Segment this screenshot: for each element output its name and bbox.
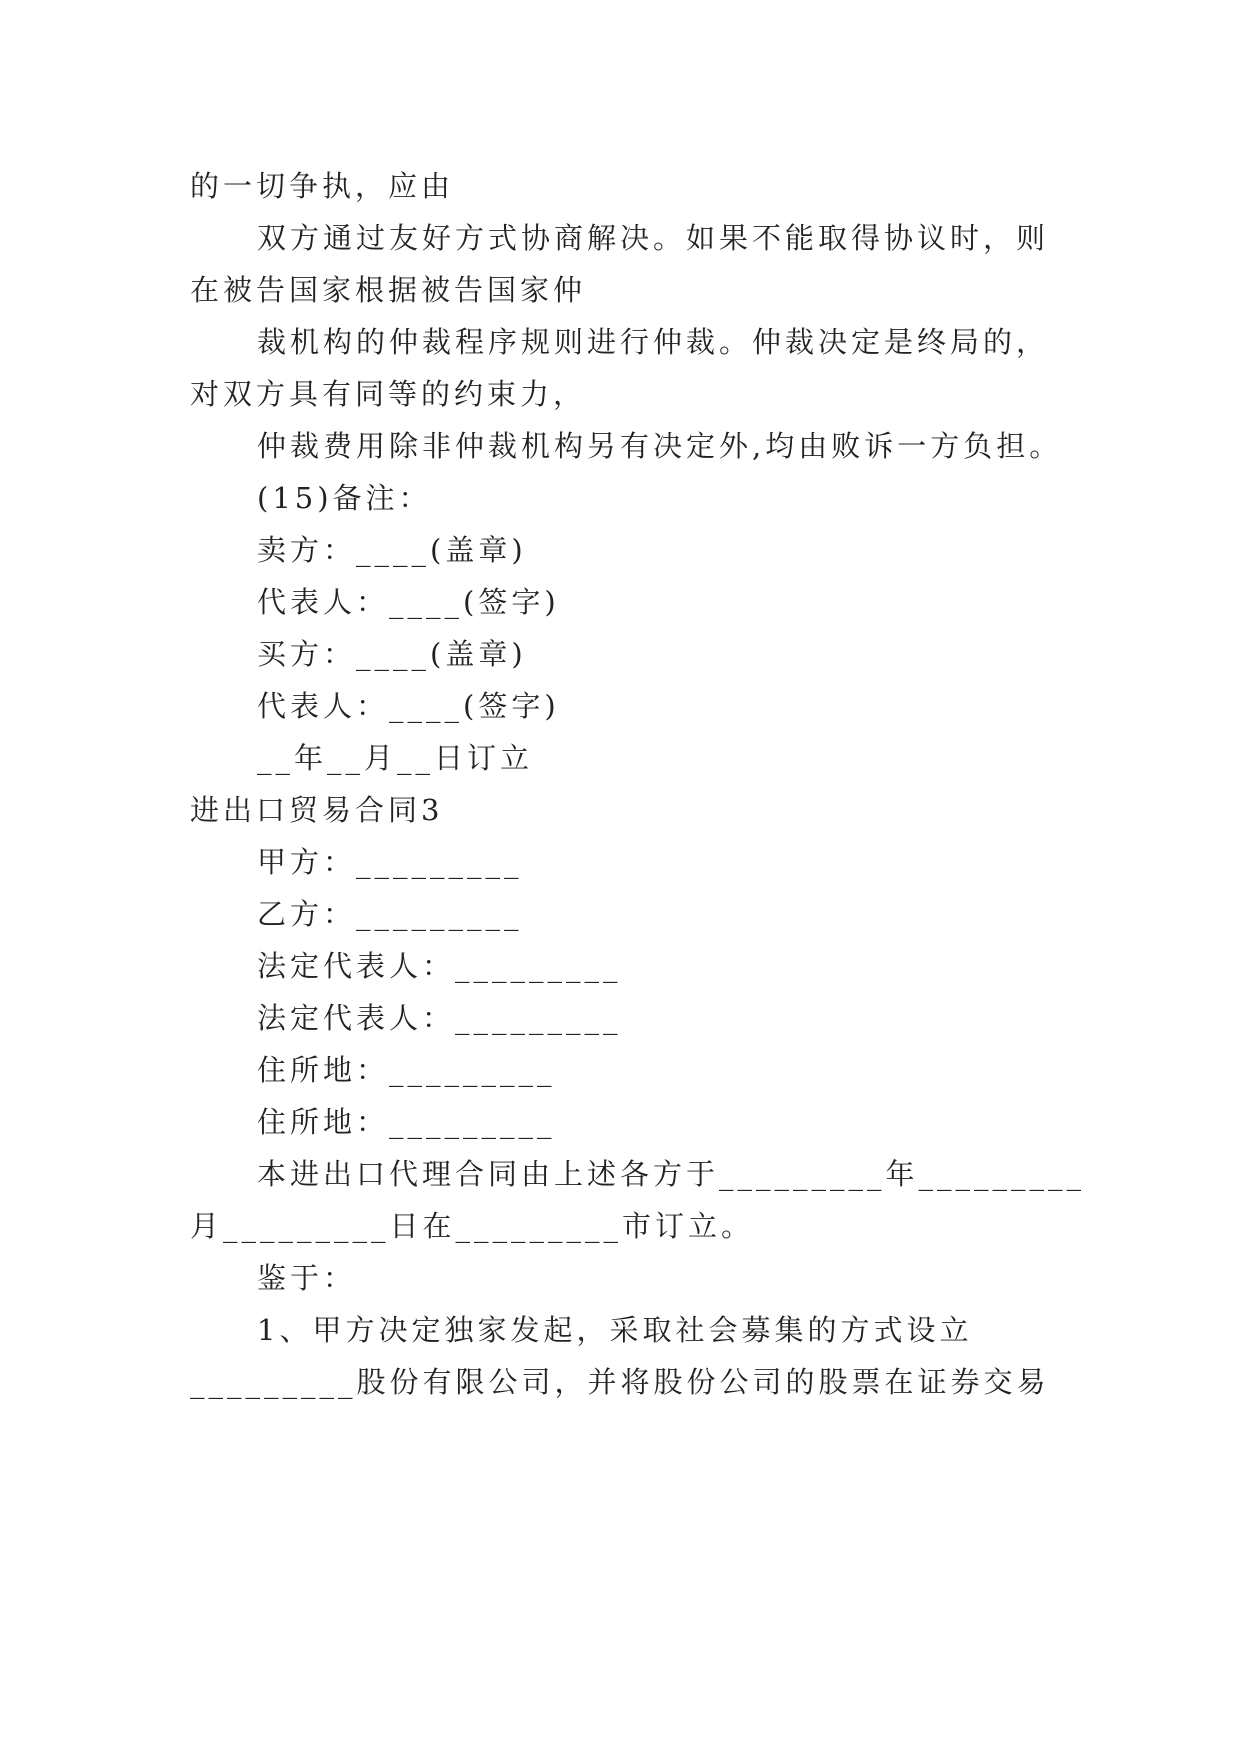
text-line: 月_________日在_________市订立。 — [190, 1209, 755, 1243]
signature-line: 买方：____(盖章) — [257, 637, 527, 671]
text-line: 对双方具有同等的约束力， — [190, 377, 587, 411]
party-field: 法定代表人：_________ — [257, 949, 622, 983]
section-heading: (15)备注： — [257, 481, 432, 515]
party-field: 乙方：_________ — [257, 897, 523, 931]
text-line: 在被告国家根据被告国家仲 — [190, 273, 587, 307]
date-line: __年__月__日订立 — [257, 741, 534, 775]
signature-line: 代表人：____(签字) — [257, 585, 560, 619]
text-line: 仲裁费用除非仲裁机构另有决定外,均由败诉一方负担。 — [257, 429, 1063, 463]
party-field: 法定代表人：_________ — [257, 1001, 622, 1035]
text-line: 的一切争执，应由 — [190, 169, 455, 203]
text-line: 双方通过友好方式协商解决。如果不能取得协议时，则 — [257, 221, 1050, 255]
signature-line: 代表人：____(签字) — [257, 689, 560, 723]
party-field: 甲方：_________ — [257, 845, 523, 879]
text-line: 1、甲方决定独家发起，采取社会募集的方式设立 — [257, 1313, 973, 1347]
contract-title: 进出口贸易合同3 — [190, 793, 444, 827]
section-heading: 鉴于： — [257, 1261, 357, 1295]
text-line: _________股份有限公司，并将股份公司的股票在证券交易 — [190, 1365, 1050, 1399]
party-field: 住所地：_________ — [257, 1053, 556, 1087]
text-line: 裁机构的仲裁程序规则进行仲裁。仲裁决定是终局的， — [257, 325, 1050, 359]
text-line: 本进出口代理合同由上述各方于_________年_________ — [257, 1157, 1086, 1191]
signature-line: 卖方：____(盖章) — [257, 533, 527, 567]
party-field: 住所地：_________ — [257, 1105, 556, 1139]
